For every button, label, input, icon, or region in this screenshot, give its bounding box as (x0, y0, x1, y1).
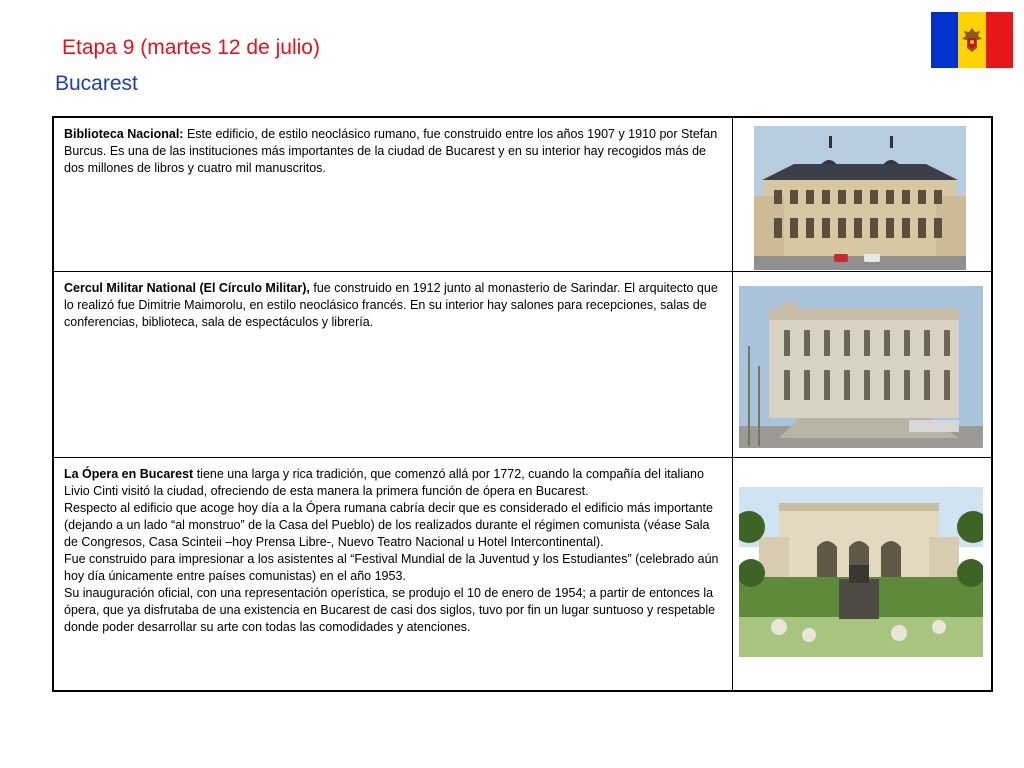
table-row (53, 457, 992, 691)
row-paragraph: tiene una larga y rica tradición, que comenzó allá por 1772, cuando la compañía del italiano Livio Cinti visitó la ciudad, ofreciendo de esta manera la primera función de ópera en Bucarest. (64, 466, 704, 498)
row-paragraph: Su inauguración oficial, con una representación operística, se produjo el 10 de enero de 1954; a partir de entonces la ópera, que ya disfrutaba de una existencia en Bucarest de casi dos siglos, tuvo por fin un lugar suntuoso y respetable donde poder desarrollar su arte con todas las comodidades y atenciones. (64, 585, 716, 634)
row-heading: La Ópera en Bucarest (64, 466, 194, 481)
row-heading: Biblioteca Nacional: (64, 127, 184, 141)
row-image-cell (733, 457, 993, 691)
table-row (53, 271, 992, 457)
eagle-coat-of-arms-icon (960, 26, 984, 54)
national-library-building-photo (754, 126, 966, 270)
row-paragraph: Este edificio, de estilo neoclásico rumano, fue construido entre los años 1907 y 1910 por Stefan Burcus. Es una de las instituciones más importantes de la ciudad de Bucarest y en su interior hay recogidos más de dos millones de libros y cuatro mil manuscritos. (64, 127, 718, 175)
page-title: Etapa 9 (martes 12 de julio) (62, 36, 320, 59)
row-paragraph: fue construido en 1912 junto al monasterio de Sarindar. El arquitecto que lo realizó fue Dimitrie Maimorolu, en estilo neoclásico francés. En su interior hay salones para recepciones, salas de conferencias, biblioteca, sala de espectáculos y librería. (64, 280, 718, 329)
row-paragraph: Fue construido para impresionar a los asistentes al “Festival Mundial de la Juventud y los Estudiantes” (celebrado aún hoy día únicamente entre países comunistas) en el año 1953. (64, 551, 719, 583)
table-row (53, 117, 992, 271)
moldova-flag (931, 12, 1013, 68)
sites-table (52, 116, 993, 692)
row-image-cell (733, 271, 993, 457)
military-circle-building-photo (739, 286, 983, 448)
flag-stripe-blue (931, 12, 958, 68)
row-text-cell (53, 271, 733, 457)
row-heading: Cercul Militar National (El Círculo Militar), (64, 280, 310, 295)
opera-house-building-photo (739, 487, 983, 657)
row-text-cell (53, 457, 733, 691)
row-text-cell (53, 117, 733, 271)
flag-stripe-red (986, 12, 1013, 68)
row-image-cell (733, 117, 993, 271)
page-subtitle: Bucarest (55, 72, 138, 95)
row-paragraph: Respecto al edificio que acoge hoy día a la Ópera rumana cabría decir que es considerado el edificio más importante (dejando a un lado “al monstruo” de la Casa del Pueblo) de los realizados durante el régimen comunista (véase Sala de Congresos, Casa Scinteii –hoy Prensa Libre-, Nuevo Teatro Nacional u Hotel Intercontinental). (64, 500, 713, 549)
